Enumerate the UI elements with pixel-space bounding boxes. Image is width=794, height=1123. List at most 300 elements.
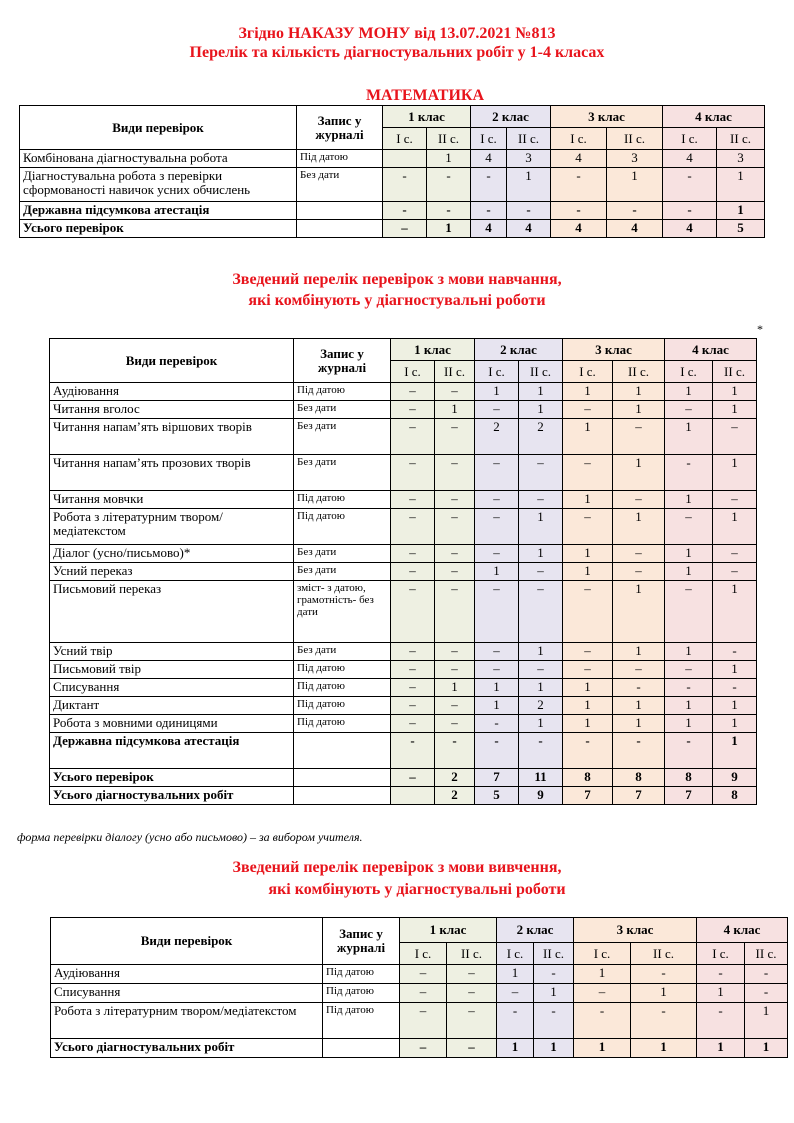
table-row <box>50 769 757 787</box>
value-cell: – <box>475 491 519 509</box>
value-cell: 1 <box>713 401 757 419</box>
row-name: Робота з літературним твором/медіатекстом <box>51 1003 323 1039</box>
value-cell: 1 <box>697 984 745 1003</box>
value-cell: – <box>435 715 475 733</box>
class-header: 1 клас <box>383 106 471 128</box>
value-cell: 2 <box>435 769 475 787</box>
value-cell: - <box>507 202 551 220</box>
row-journal: Під датою <box>294 661 391 679</box>
semester-header: ІІ с. <box>447 943 497 965</box>
table-row <box>51 1003 788 1039</box>
class-header: 2 клас <box>475 339 563 361</box>
value-cell: – <box>713 545 757 563</box>
value-cell: – <box>563 509 613 545</box>
row-journal <box>294 787 391 805</box>
value-cell: - <box>631 965 697 984</box>
value-cell: - <box>697 1003 745 1039</box>
class-header: 3 клас <box>563 339 665 361</box>
value-cell: – <box>391 455 435 491</box>
class-header: 4 клас <box>697 918 788 943</box>
class-header: 3 клас <box>574 918 697 943</box>
value-cell: 1 <box>665 697 713 715</box>
value-cell: – <box>391 679 435 697</box>
row-name: Державна підсумкова атестація <box>50 733 294 769</box>
row-name: Аудіювання <box>51 965 323 984</box>
value-cell: 2 <box>519 697 563 715</box>
table-row <box>50 787 757 805</box>
value-cell: 1 <box>665 643 713 661</box>
value-cell: – <box>519 491 563 509</box>
row-journal: Під датою <box>294 679 391 697</box>
row-journal: Під датою <box>297 150 383 168</box>
value-cell: 8 <box>563 769 613 787</box>
class-header: 4 клас <box>665 339 757 361</box>
value-cell: 1 <box>745 1003 788 1039</box>
value-cell: 2 <box>475 419 519 455</box>
value-cell: 8 <box>713 787 757 805</box>
value-cell: 1 <box>534 984 574 1003</box>
value-cell: 1 <box>665 545 713 563</box>
row-name: Державна підсумкова атестація <box>20 202 297 220</box>
value-cell: – <box>563 581 613 643</box>
value-cell: 7 <box>613 787 665 805</box>
value-cell: – <box>391 769 435 787</box>
value-cell: 1 <box>574 1039 631 1058</box>
value-cell: – <box>563 643 613 661</box>
row-name: Усний переказ <box>50 563 294 581</box>
value-cell: 1 <box>574 965 631 984</box>
value-cell: 1 <box>435 679 475 697</box>
semester-header: І с. <box>383 128 427 150</box>
value-cell: 9 <box>519 787 563 805</box>
value-cell: – <box>435 509 475 545</box>
value-cell: – <box>435 455 475 491</box>
row-name: Комбінована діагностувальна робота <box>20 150 297 168</box>
value-cell: 1 <box>713 581 757 643</box>
col-header-journal: Запис у журналі <box>323 918 400 965</box>
class-header: 2 клас <box>497 918 574 943</box>
value-cell: - <box>665 679 713 697</box>
value-cell <box>391 787 435 805</box>
value-cell: 11 <box>519 769 563 787</box>
value-cell: – <box>613 661 665 679</box>
row-journal: Без дати <box>294 401 391 419</box>
col-header-journal: Запис у журналі <box>297 106 383 150</box>
row-name: Списування <box>51 984 323 1003</box>
value-cell: 4 <box>607 220 663 238</box>
value-cell: - <box>383 168 427 202</box>
row-journal: Без дати <box>294 419 391 455</box>
table-row <box>51 965 788 984</box>
value-cell: 8 <box>665 769 713 787</box>
row-name: Усний твір <box>50 643 294 661</box>
row-name: Письмовий переказ <box>50 581 294 643</box>
value-cell: – <box>519 563 563 581</box>
value-cell: - <box>613 733 665 769</box>
class-header: 1 клас <box>391 339 475 361</box>
value-cell: – <box>519 455 563 491</box>
value-cell: – <box>563 661 613 679</box>
row-journal <box>294 733 391 769</box>
value-cell: - <box>713 679 757 697</box>
value-cell: 1 <box>613 715 665 733</box>
value-cell: 3 <box>607 150 663 168</box>
value-cell: - <box>631 1003 697 1039</box>
value-cell: 3 <box>717 150 765 168</box>
value-cell: 1 <box>563 491 613 509</box>
value-cell: - <box>574 1003 631 1039</box>
value-cell: 1 <box>665 419 713 455</box>
row-name: Читання напам’ять віршових творів <box>50 419 294 455</box>
value-cell: - <box>713 643 757 661</box>
value-cell: 5 <box>717 220 765 238</box>
value-cell: 1 <box>713 697 757 715</box>
value-cell: - <box>697 965 745 984</box>
value-cell: - <box>745 965 788 984</box>
semester-header: ІІ с. <box>507 128 551 150</box>
value-cell: - <box>665 455 713 491</box>
study-section-title-2: які комбінують у діагностувальні роботи <box>268 881 566 898</box>
value-cell: - <box>471 202 507 220</box>
semester-header: І с. <box>497 943 534 965</box>
value-cell: - <box>613 679 665 697</box>
semester-header: ІІ с. <box>713 361 757 383</box>
semester-header: ІІ с. <box>613 361 665 383</box>
value-cell: – <box>391 697 435 715</box>
value-cell: – <box>475 455 519 491</box>
value-cell: – <box>613 563 665 581</box>
value-cell: - <box>435 733 475 769</box>
value-cell: 1 <box>717 202 765 220</box>
class-header: 2 клас <box>471 106 551 128</box>
table-row <box>50 715 757 733</box>
semester-header: І с. <box>391 361 435 383</box>
value-cell: 1 <box>563 679 613 697</box>
value-cell: 9 <box>713 769 757 787</box>
value-cell: - <box>607 202 663 220</box>
row-name: Читання вголос <box>50 401 294 419</box>
value-cell: 1 <box>507 168 551 202</box>
value-cell: - <box>665 733 713 769</box>
semester-header: ІІ с. <box>631 943 697 965</box>
row-journal: Під датою <box>294 509 391 545</box>
value-cell: - <box>663 202 717 220</box>
value-cell: 1 <box>607 168 663 202</box>
semester-header: І с. <box>551 128 607 150</box>
table-row <box>20 150 765 168</box>
col-header-types: Види перевірок <box>50 339 294 383</box>
value-cell: – <box>519 661 563 679</box>
value-cell: – <box>383 220 427 238</box>
value-cell: – <box>400 984 447 1003</box>
value-cell: 1 <box>427 220 471 238</box>
table-row <box>51 984 788 1003</box>
value-cell: 1 <box>713 661 757 679</box>
value-cell: – <box>435 545 475 563</box>
value-cell: – <box>391 545 435 563</box>
value-cell: – <box>391 661 435 679</box>
value-cell: 1 <box>631 984 697 1003</box>
value-cell: 2 <box>519 419 563 455</box>
semester-header: ІІ с. <box>435 361 475 383</box>
col-header-types: Види перевірок <box>51 918 323 965</box>
value-cell: - <box>534 1003 574 1039</box>
row-journal <box>297 202 383 220</box>
semester-header: І с. <box>471 128 507 150</box>
class-header: 3 клас <box>551 106 663 128</box>
value-cell: 1 <box>563 715 613 733</box>
value-cell: – <box>435 643 475 661</box>
value-cell: – <box>475 661 519 679</box>
value-cell: – <box>519 581 563 643</box>
semester-header: І с. <box>574 943 631 965</box>
semester-header: ІІ с. <box>717 128 765 150</box>
value-cell: – <box>435 491 475 509</box>
value-cell: 1 <box>613 697 665 715</box>
value-cell: – <box>391 563 435 581</box>
col-header-journal: Запис у журналі <box>294 339 391 383</box>
value-cell: 1 <box>519 383 563 401</box>
semester-header: ІІ с. <box>607 128 663 150</box>
value-cell: – <box>613 545 665 563</box>
value-cell: – <box>391 715 435 733</box>
row-journal: Під датою <box>294 491 391 509</box>
semester-header: ІІ с. <box>427 128 471 150</box>
value-cell: – <box>391 509 435 545</box>
value-cell: – <box>563 455 613 491</box>
teaching-section-title-2: які комбінують у діагностувальні роботи <box>248 292 546 309</box>
teaching-language-table <box>49 338 757 805</box>
value-cell: – <box>391 383 435 401</box>
value-cell: – <box>475 509 519 545</box>
row-name: Усього діагностувальних робіт <box>51 1039 323 1058</box>
value-cell: – <box>435 383 475 401</box>
value-cell: 1 <box>497 965 534 984</box>
value-cell: 1 <box>534 1039 574 1058</box>
value-cell: - <box>383 202 427 220</box>
value-cell: 1 <box>713 509 757 545</box>
value-cell: 3 <box>507 150 551 168</box>
value-cell: 1 <box>563 563 613 581</box>
value-cell: 1 <box>519 401 563 419</box>
semester-header: І с. <box>400 943 447 965</box>
semester-header: І с. <box>475 361 519 383</box>
row-name: Діагностувальна робота з перевірки сформованості навичок усних обчислень <box>20 168 297 202</box>
value-cell: – <box>447 1039 497 1058</box>
value-cell: 1 <box>713 383 757 401</box>
value-cell: – <box>391 491 435 509</box>
list-title: Перелік та кількість діагностувальних робіт у 1-4 класах <box>189 44 605 61</box>
row-journal: Без дати <box>294 545 391 563</box>
value-cell: 1 <box>665 715 713 733</box>
order-title: Згідно НАКАЗУ МОНУ від 13.07.2021 №813 <box>238 25 556 42</box>
value-cell: 1 <box>563 697 613 715</box>
value-cell: - <box>475 715 519 733</box>
row-journal: зміст- з датою, грамотність- без дати <box>294 581 391 643</box>
value-cell: – <box>574 984 631 1003</box>
table-row <box>50 509 757 545</box>
table-row <box>50 491 757 509</box>
value-cell: – <box>475 581 519 643</box>
value-cell: 1 <box>613 581 665 643</box>
value-cell: – <box>435 697 475 715</box>
row-name: Читання напам’ять прозових творів <box>50 455 294 491</box>
semester-header: І с. <box>665 361 713 383</box>
value-cell: 1 <box>435 401 475 419</box>
row-name: Робота з мовними одиницями <box>50 715 294 733</box>
row-name: Аудіювання <box>50 383 294 401</box>
value-cell: 1 <box>613 401 665 419</box>
table-row <box>20 220 765 238</box>
value-cell: – <box>475 643 519 661</box>
row-journal <box>297 220 383 238</box>
value-cell: 1 <box>717 168 765 202</box>
table-row <box>50 679 757 697</box>
row-journal <box>294 769 391 787</box>
study-section-title-1: Зведений перелік перевірок з мови вивчення, <box>232 859 562 876</box>
table-row <box>50 697 757 715</box>
value-cell: 4 <box>663 150 717 168</box>
value-cell: – <box>665 509 713 545</box>
value-cell: 1 <box>665 563 713 581</box>
row-journal: Без дати <box>294 643 391 661</box>
table-row <box>50 383 757 401</box>
value-cell: - <box>563 733 613 769</box>
semester-header: ІІ с. <box>534 943 574 965</box>
value-cell: 1 <box>497 1039 534 1058</box>
value-cell: – <box>391 643 435 661</box>
value-cell: – <box>447 984 497 1003</box>
math-section-title: МАТЕМАТИКА <box>365 87 485 104</box>
row-journal: Без дати <box>294 455 391 491</box>
value-cell: 4 <box>551 220 607 238</box>
class-header: 4 клас <box>663 106 765 128</box>
row-name: Усього діагностувальних робіт <box>50 787 294 805</box>
value-cell: – <box>391 581 435 643</box>
value-cell: 1 <box>563 545 613 563</box>
value-cell: – <box>713 563 757 581</box>
row-journal: Під датою <box>294 383 391 401</box>
value-cell: 4 <box>551 150 607 168</box>
row-journal <box>323 1039 400 1058</box>
table-row <box>50 419 757 455</box>
value-cell: 1 <box>631 1039 697 1058</box>
value-cell: 7 <box>665 787 713 805</box>
value-cell: – <box>400 965 447 984</box>
value-cell: – <box>400 1003 447 1039</box>
value-cell: 1 <box>613 643 665 661</box>
table-row <box>50 733 757 769</box>
row-name: Робота з літературним твором/медіатекстом <box>50 509 294 545</box>
semester-header: І с. <box>663 128 717 150</box>
value-cell: – <box>435 563 475 581</box>
value-cell: – <box>497 984 534 1003</box>
value-cell: 4 <box>471 220 507 238</box>
row-name: Читання мовчки <box>50 491 294 509</box>
semester-header: ІІ с. <box>519 361 563 383</box>
value-cell: – <box>563 401 613 419</box>
table-row <box>50 545 757 563</box>
value-cell: – <box>447 965 497 984</box>
table-row <box>50 563 757 581</box>
value-cell: 1 <box>519 545 563 563</box>
value-cell: 1 <box>713 733 757 769</box>
class-header: 1 клас <box>400 918 497 943</box>
value-cell: – <box>613 419 665 455</box>
value-cell: 1 <box>519 643 563 661</box>
value-cell: - <box>745 984 788 1003</box>
semester-header: ІІ с. <box>745 943 788 965</box>
value-cell: 1 <box>475 697 519 715</box>
value-cell: – <box>391 419 435 455</box>
value-cell: - <box>391 733 435 769</box>
table-row <box>50 401 757 419</box>
table-row <box>50 455 757 491</box>
row-name: Диктант <box>50 697 294 715</box>
table-row <box>50 581 757 643</box>
table-row <box>20 168 765 202</box>
value-cell: 1 <box>519 679 563 697</box>
value-cell: - <box>471 168 507 202</box>
row-journal: Під датою <box>294 715 391 733</box>
row-journal: Без дати <box>294 563 391 581</box>
value-cell: 4 <box>663 220 717 238</box>
value-cell: – <box>435 661 475 679</box>
value-cell: 1 <box>665 383 713 401</box>
value-cell: – <box>400 1039 447 1058</box>
value-cell: – <box>713 491 757 509</box>
row-name: Списування <box>50 679 294 697</box>
value-cell: - <box>551 202 607 220</box>
value-cell: 1 <box>713 715 757 733</box>
row-name: Усього перевірок <box>50 769 294 787</box>
value-cell: – <box>713 419 757 455</box>
value-cell: - <box>534 965 574 984</box>
value-cell: 2 <box>435 787 475 805</box>
value-cell: - <box>475 733 519 769</box>
study-language-table <box>50 917 788 1058</box>
value-cell: 1 <box>475 679 519 697</box>
row-name: Письмовий твір <box>50 661 294 679</box>
value-cell: – <box>391 401 435 419</box>
value-cell: 4 <box>507 220 551 238</box>
value-cell: – <box>613 491 665 509</box>
value-cell: - <box>551 168 607 202</box>
value-cell: 1 <box>519 509 563 545</box>
row-journal: Під датою <box>294 697 391 715</box>
col-header-types: Види перевірок <box>20 106 297 150</box>
table-row <box>50 643 757 661</box>
row-journal: Під датою <box>323 1003 400 1039</box>
value-cell: 1 <box>613 383 665 401</box>
value-cell: – <box>475 545 519 563</box>
value-cell: 1 <box>519 715 563 733</box>
value-cell: – <box>665 581 713 643</box>
value-cell: – <box>665 401 713 419</box>
table-row <box>50 661 757 679</box>
value-cell: 7 <box>563 787 613 805</box>
value-cell: – <box>475 401 519 419</box>
value-cell: - <box>663 168 717 202</box>
value-cell: - <box>427 168 471 202</box>
row-journal: Під датою <box>323 965 400 984</box>
value-cell: 1 <box>427 150 471 168</box>
value-cell <box>383 150 427 168</box>
value-cell: 1 <box>613 455 665 491</box>
value-cell: 1 <box>665 491 713 509</box>
value-cell: 1 <box>475 563 519 581</box>
table-row <box>51 1039 788 1058</box>
